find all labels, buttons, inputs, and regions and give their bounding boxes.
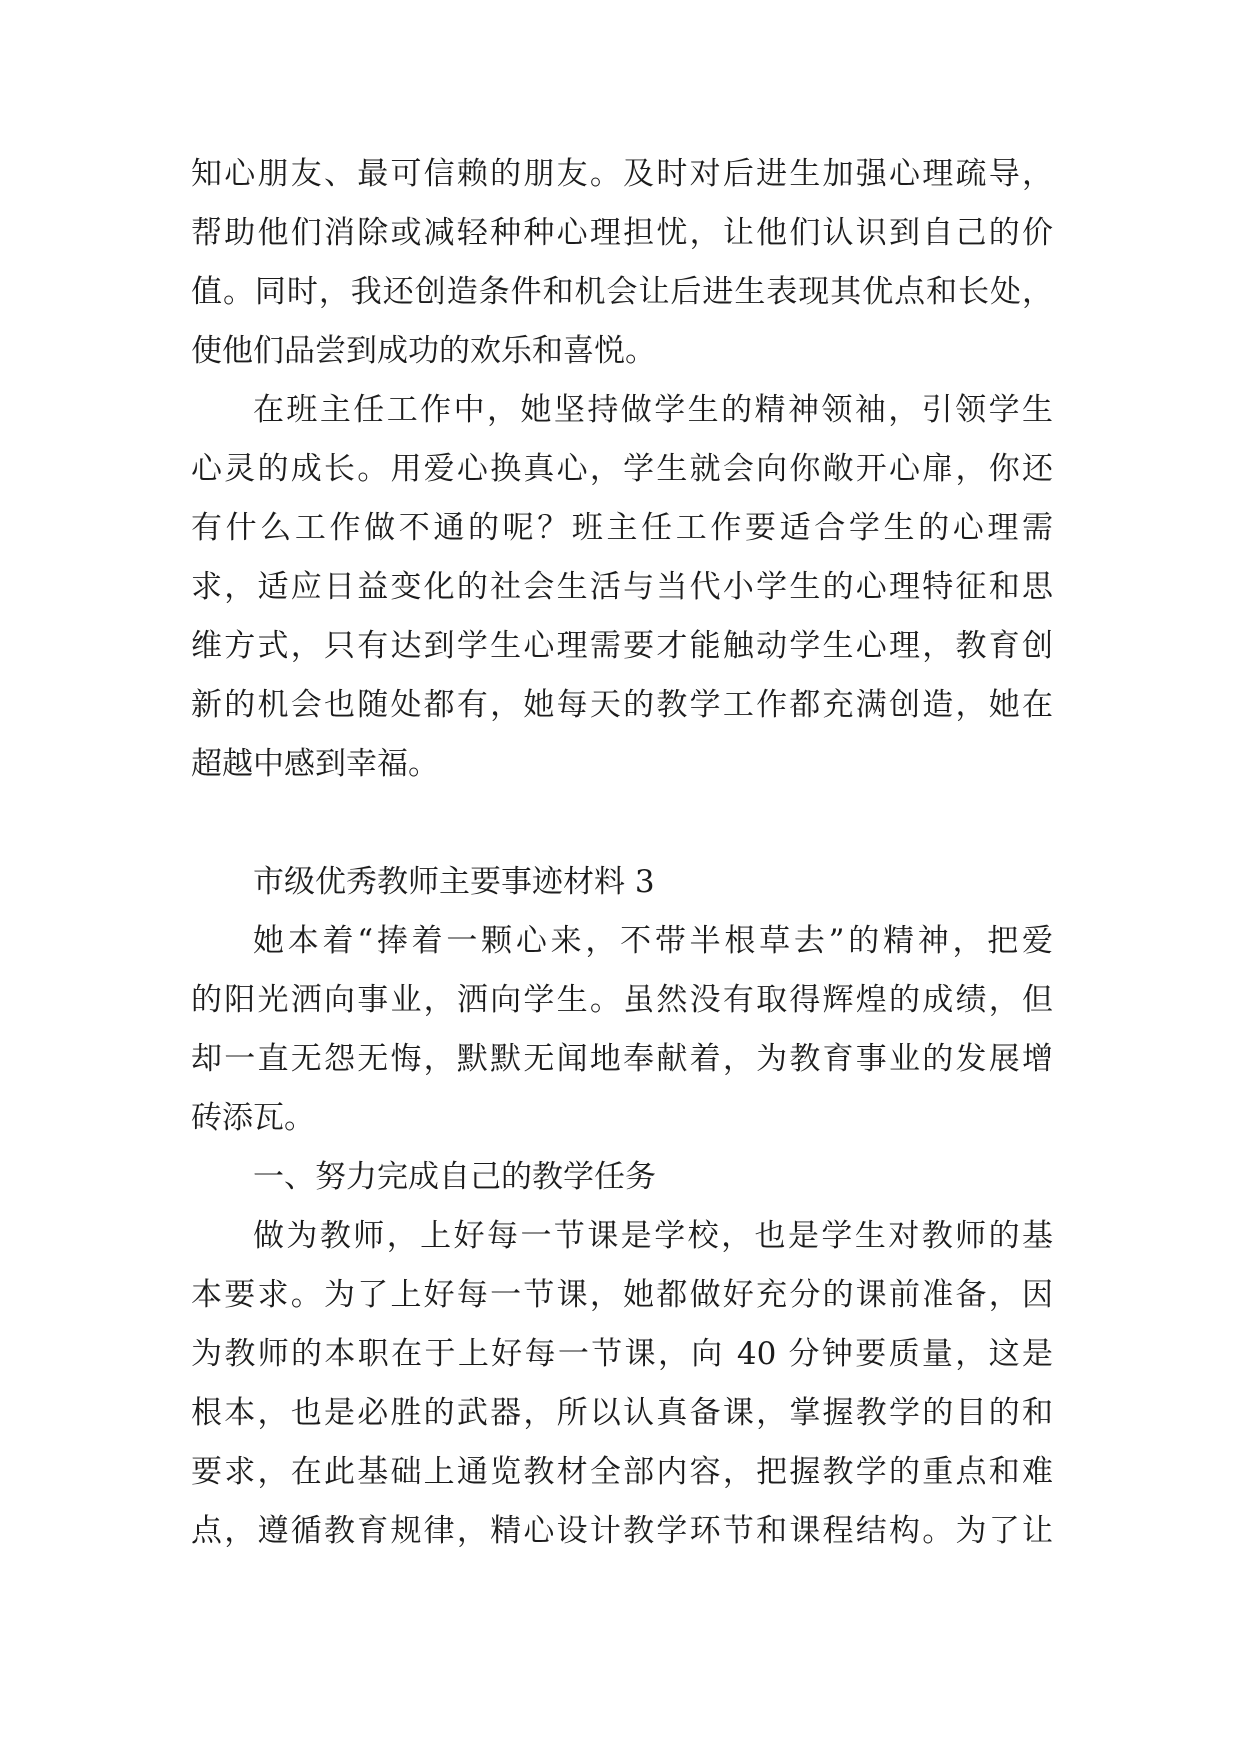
text-line: 点，遵循教育规律，精心设计教学环节和课程结构。为了让 xyxy=(191,1513,1053,1549)
section-title: 市级优秀教师主要事迹材料 3 xyxy=(253,864,655,900)
text-line: 心灵的成长。用爱心换真心，学生就会向你敞开心扉，你还 xyxy=(191,451,1053,487)
text-line: 有什么工作做不通的呢？班主任工作要适合学生的心理需 xyxy=(191,510,1053,546)
blank-line xyxy=(191,794,1053,853)
text-line: 帮助他们消除或减轻种种心理担忧，让他们认识到自己的价 xyxy=(191,215,1053,251)
text-line: 要求，在此基础上通览教材全部内容，把握教学的重点和难 xyxy=(191,1454,1053,1490)
paragraph-4 xyxy=(191,1207,1053,1561)
section-heading: 一、努力完成自己的教学任务 xyxy=(253,1159,656,1195)
document-page xyxy=(191,145,1053,1561)
paragraph-1 xyxy=(191,145,1053,381)
text-line: 维方式，只有达到学生心理需要才能触动学生心理，教育创 xyxy=(191,628,1053,664)
text-line: 砖添瓦。 xyxy=(191,1100,315,1136)
text-line: 她本着“捧着一颗心来，不带半根草去”的精神，把爱 xyxy=(253,923,1053,959)
text-line: 在班主任工作中，她坚持做学生的精神领袖，引领学生 xyxy=(253,392,1053,428)
text-line: 新的机会也随处都有，她每天的教学工作都充满创造，她在 xyxy=(191,687,1053,723)
text-line: 做为教师，上好每一节课是学校，也是学生对教师的基 xyxy=(253,1218,1053,1254)
text-line: 知心朋友、最可信赖的朋友。及时对后进生加强心理疏导， xyxy=(191,156,1053,192)
text-line: 却一直无怨无悔，默默无闻地奉献着，为教育事业的发展增 xyxy=(191,1041,1053,1077)
paragraph-3 xyxy=(191,912,1053,1148)
text-line: 超越中感到幸福。 xyxy=(191,746,439,782)
text-line: 求，适应日益变化的社会生活与当代小学生的心理特征和思 xyxy=(191,569,1053,605)
text-line: 本要求。为了上好每一节课，她都做好充分的课前准备，因 xyxy=(191,1277,1053,1313)
text-line: 根本，也是必胜的武器，所以认真备课，掌握教学的目的和 xyxy=(191,1395,1053,1431)
text-line: 的阳光洒向事业，洒向学生。虽然没有取得辉煌的成绩，但 xyxy=(191,982,1053,1018)
text-line: 为教师的本职在于上好每一节课，向 40 分钟要质量，这是 xyxy=(191,1336,1053,1372)
paragraph-2 xyxy=(191,381,1053,794)
text-line: 使他们品尝到成功的欢乐和喜悦。 xyxy=(191,333,656,369)
text-line: 值。同时，我还创造条件和机会让后进生表现其优点和长处， xyxy=(191,274,1053,310)
